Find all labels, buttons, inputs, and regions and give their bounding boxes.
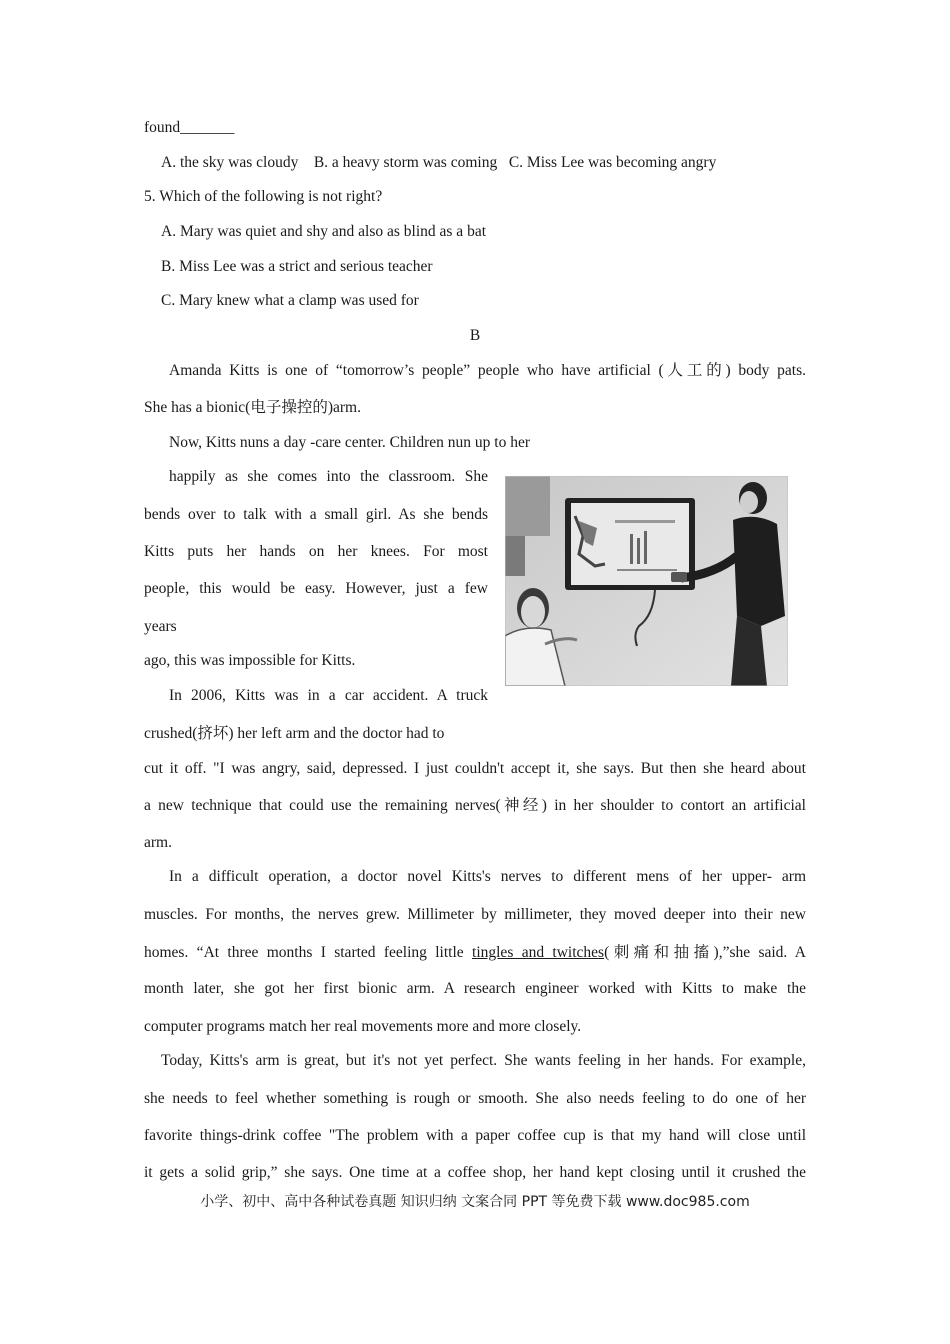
p3-line-5: arm. [144, 834, 172, 851]
underlined-phrase: tingles and twitches [472, 944, 605, 961]
p4-line-2: muscles. For months, the nerves grew. Millimeter by millimeter, they moved deeper into their new [144, 906, 806, 923]
section-heading: B [469, 327, 481, 344]
p4-line-3-b: (刺痛和抽搐),”she said. A [604, 944, 806, 961]
p2-line-7: ago, this was impossible for Kitts. [144, 652, 356, 669]
p3-line-4: a new technique that could use the remaining nerves(神经) in her shoulder to contort an artificial [144, 797, 806, 814]
p1-line-1: Amanda Kitts is one of “tomorrow’s people” people who have artificial (人工的) body pats. [169, 362, 806, 379]
p4-line-4: month later, she got her first bionic arm. A research engineer worked with Kitts to make the [144, 980, 806, 997]
q5-stem: 5. Which of the following is not right? [144, 188, 383, 205]
p2-line-1: Now, Kitts nuns a day -care center. Children nun up to her [169, 434, 530, 451]
p5-line-1: Today, Kitts's arm is great, but it's not yet perfect. She wants feeling in her hands. For example, [161, 1052, 806, 1069]
footer-text: 小学、初中、高中各种试卷真题 知识归纳 文案合同 PPT 等免费下载 www.doc985.com [200, 1194, 750, 1210]
p3-line-2: crushed(挤坏) her left arm and the doctor had to [144, 725, 445, 742]
p2-line-2: happily as she comes into the classroom. She [169, 468, 488, 485]
p4-line-3-a: homes. “At three months I started feeling little [144, 944, 473, 961]
p3-line-1: In 2006, Kitts was in a car accident. A truck [169, 687, 488, 704]
p2-line-3: bends over to talk with a small girl. As she bends [144, 506, 488, 523]
q5-option-b: B. Miss Lee was a strict and serious teacher [161, 258, 433, 275]
p5-line-3: favorite things-drink coffee "The problem with a paper coffee cup is that my hand will close until [144, 1127, 806, 1144]
p2-line-6: years [144, 618, 177, 635]
p3-line-3: cut it off. "I was angry, said, depressed. I just couldn't accept it, she says. But then she heard about [144, 760, 806, 777]
q5-option-c: C. Mary knew what a clamp was used for [161, 292, 419, 309]
p4-line-3 [144, 943, 806, 963]
q5-option-a: A. Mary was quiet and shy and also as blind as a bat [161, 223, 487, 240]
p5-line-2: she needs to feel whether something is rough or smooth. She also needs feeling to do one of her [144, 1090, 806, 1107]
q4-options: A. the sky was cloudy B. a heavy storm was coming C. Miss Lee was becoming angry [161, 154, 717, 171]
article-photo [505, 476, 788, 686]
q4-stem-end: found_______ [144, 119, 235, 136]
p5-line-4: it gets a solid grip,” she says. One time at a coffee shop, her hand kept closing until it crushed the [144, 1164, 806, 1181]
p2-line-5: people, this would be easy. However, just a few [144, 580, 488, 597]
p4-line-5: computer programs match her real movements more and more closely. [144, 1018, 582, 1035]
p1-line-2: She has a bionic(电子操控的)arm. [144, 399, 361, 416]
p2-line-4: Kitts puts her hands on her knees. For most [144, 543, 488, 560]
p4-line-1: In a difficult operation, a doctor novel Kitts's nerves to different mens of her upper- arm [169, 868, 806, 885]
